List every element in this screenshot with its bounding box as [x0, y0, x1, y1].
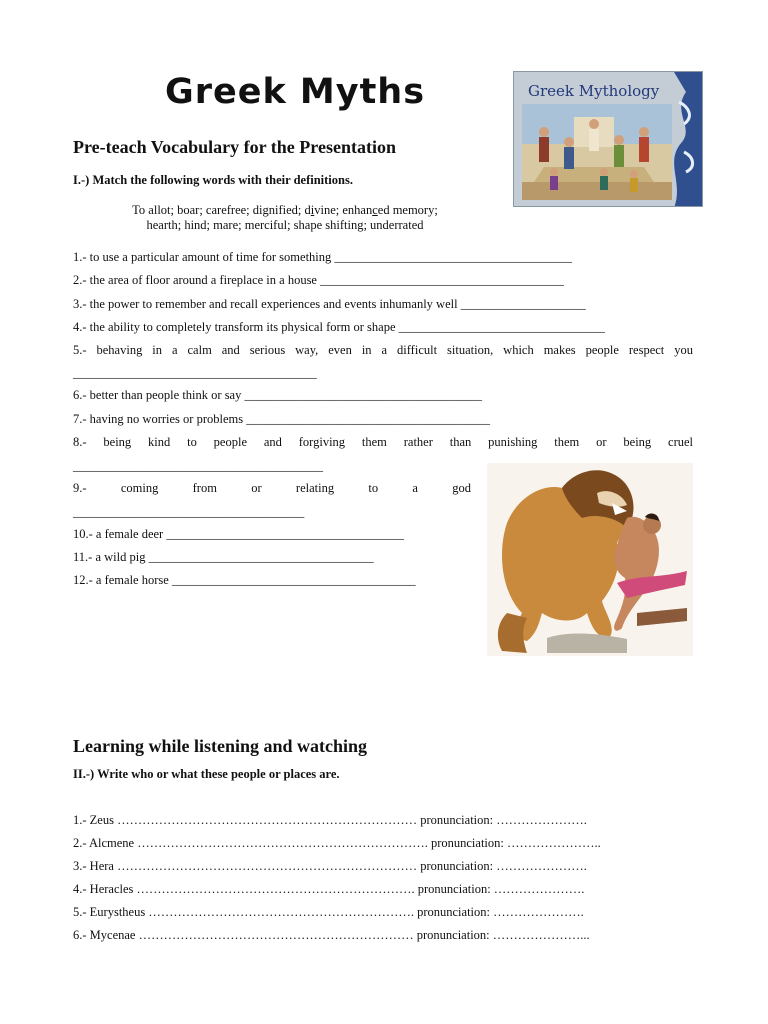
section1-instruction: I.-) Match the following words with their definitions.: [73, 173, 353, 187]
vocab-item-1: 1.- to use a particular amount of time for something ______________________________________: [73, 250, 572, 264]
character-row: 2.- Alcmene ……………………………………………………………. pronunciation: …………………..: [73, 836, 601, 850]
vocab-item-9: 9.- coming from or relating to a god: [73, 481, 471, 495]
character-row: 3.- Hera ……………………………………………………………… pronunciation: ………………….: [73, 859, 587, 873]
vocab-item-5: 5.- behaving in a calm and serious way, even in a difficult situation, which makes people respect you: [73, 343, 693, 357]
vocab-item-12: 12.- a female horse _______________________________________: [73, 573, 416, 587]
character-row: 6.- Mycenae ………………………………………………………… pronunciation: …………………...: [73, 928, 590, 942]
vocab-item-3: 3.- the power to remember and recall experiences and events inhumanly well ____________________: [73, 297, 586, 311]
word-bank-line-1: To allot; boar; carefree; dignified; divine; enhanced memory;: [132, 203, 438, 217]
vocab-item-8-blank: ________________________________________: [73, 459, 323, 473]
vocab-item-8: 8.- being kind to people and forgiving them rather than punishing them or being cruel: [73, 435, 693, 449]
heracles-lion-illustration: [487, 463, 693, 656]
vocab-item-4: 4.- the ability to completely transform its physical form or shape _________________________________: [73, 320, 605, 334]
vocab-item-11: 11.- a wild pig ____________________________________: [73, 550, 374, 564]
vocab-item-10: 10.- a female deer ______________________________________: [73, 527, 404, 541]
character-row: 5.- Eurystheus ………………………………………………………. pronunciation: ………………….: [73, 905, 584, 919]
vocab-item-9-blank: _____________________________________: [73, 505, 305, 519]
image-caption: Greek Mythology: [528, 82, 660, 100]
vocab-item-5-blank: _______________________________________: [73, 366, 317, 380]
vocab-item-2: 2.- the area of floor around a fireplace in a house _______________________________________: [73, 273, 564, 287]
character-row: 4.- Heracles …………………………………………………………. pronunciation: ………………….: [73, 882, 585, 896]
heracles-lion-image: [487, 463, 693, 656]
worksheet-title: Greek Myths: [165, 72, 426, 112]
greek-mythology-image: [513, 71, 703, 207]
word-bank: [95, 203, 475, 233]
character-row: 1.- Zeus ……………………………………………………………… pronunciation: ………………….: [73, 813, 587, 827]
section1-heading: Pre-teach Vocabulary for the Presentation: [73, 137, 396, 157]
section2-heading: Learning while listening and watching: [73, 736, 368, 756]
vocab-item-6: 6.- better than people think or say ______________________________________: [73, 388, 482, 402]
vocab-item-7: 7.- having no worries or problems _______________________________________: [73, 412, 490, 426]
section2-instruction: II.-) Write who or what these people or places are.: [73, 767, 340, 781]
word-bank-line-2: hearth; hind; mare; merciful; shape shifting; underrated: [146, 218, 424, 232]
